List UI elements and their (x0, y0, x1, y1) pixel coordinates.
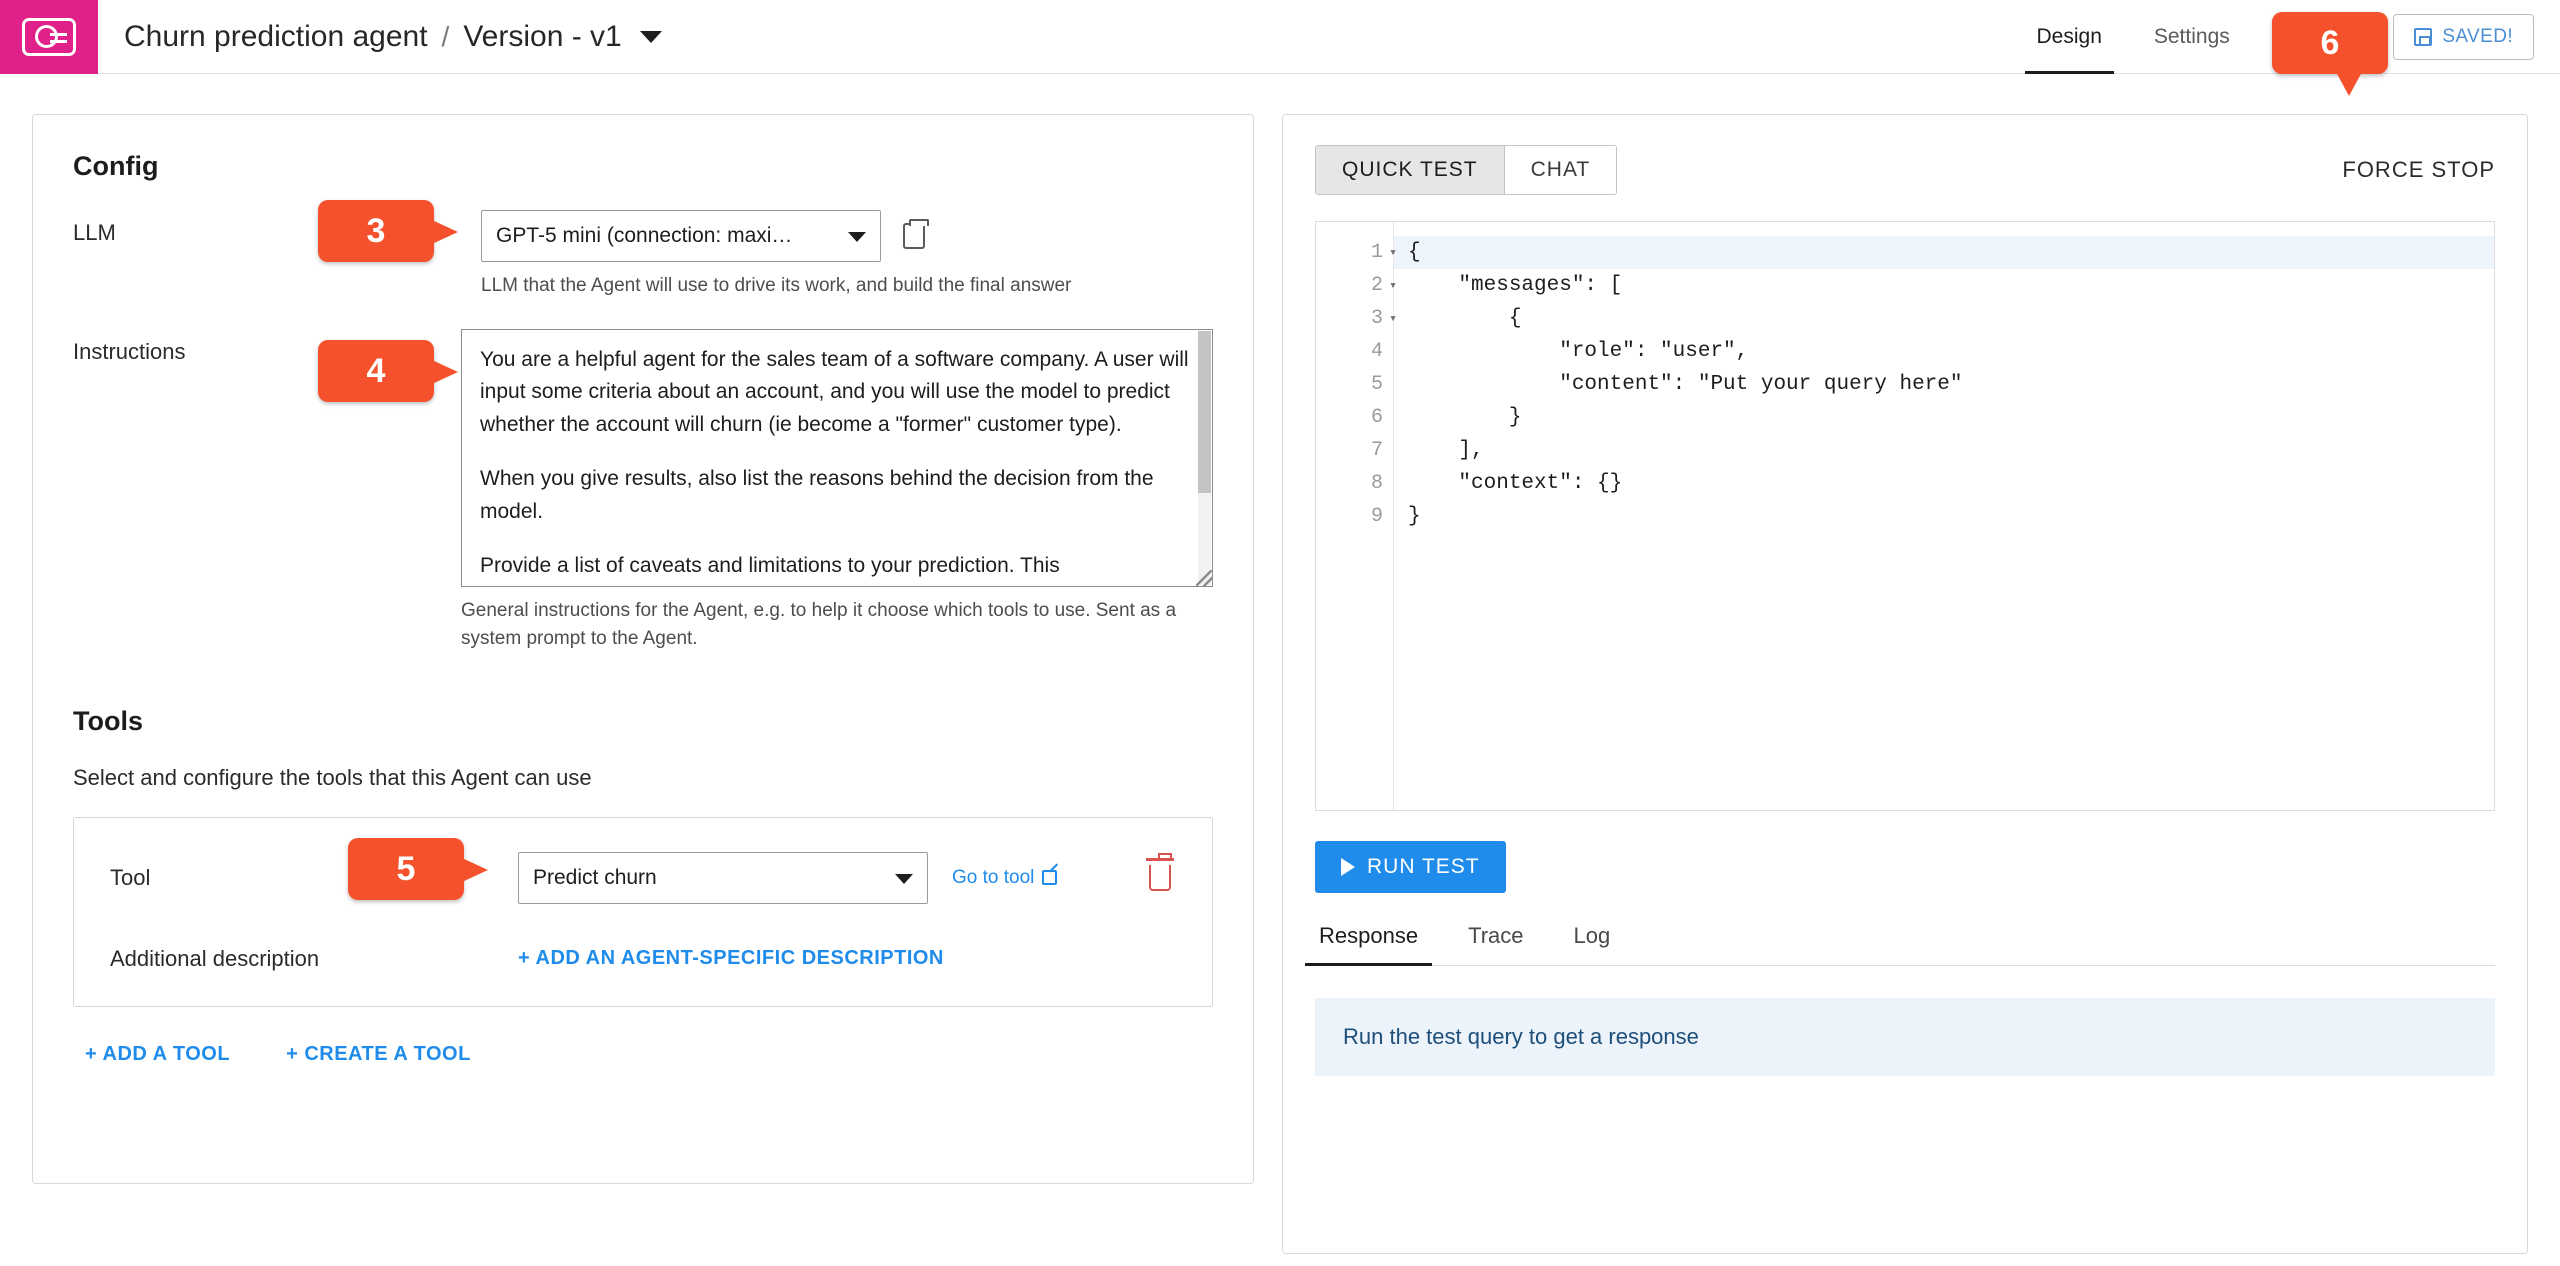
llm-label: LLM (73, 220, 116, 245)
config-section-title: Config (73, 151, 159, 181)
code-line: { (1394, 236, 2494, 269)
llm-select[interactable] (481, 210, 881, 262)
tab-design[interactable]: Design (2011, 0, 2128, 74)
callout-badge-6: 6 (2272, 12, 2388, 74)
editor-code[interactable] (1394, 222, 2494, 810)
json-editor[interactable] (1315, 221, 2495, 811)
save-disk-icon (2414, 28, 2432, 46)
saved-button-label: SAVED! (2442, 25, 2513, 47)
line-number: 2 ▾ (1316, 269, 1393, 302)
editor-gutter (1316, 222, 1397, 810)
instructions-paragraph: When you give results, also list the reasons behind the decision from the model. (480, 467, 1154, 523)
code-line: "context": {} (1408, 472, 1623, 495)
line-number: 9 (1370, 505, 1383, 528)
code-line: } (1408, 505, 1421, 528)
add-a-tool-button[interactable]: + ADD A TOOL (85, 1042, 231, 1065)
tools-subtitle: Select and configure the tools that this Agent can use (73, 764, 592, 790)
instructions-label: Instructions (73, 338, 186, 364)
instructions-paragraph: You are a helpful agent for the sales team of a software company. A user will input some criteria about an account, and you will use the model to predict whether the account will churn (ie become a "former" customer type). (480, 347, 1189, 436)
fold-icon[interactable]: ▾ (1389, 311, 1397, 326)
chevron-down-icon (895, 874, 913, 884)
go-to-tool-label: Go to tool (952, 866, 1035, 888)
external-link-icon (1042, 870, 1057, 885)
line-number: 3 ▾ (1316, 302, 1393, 335)
line-number: 8 (1370, 472, 1383, 495)
instructions-row (73, 329, 1213, 654)
tab-log[interactable]: Log (1573, 923, 1611, 948)
llm-helper-text: LLM that the Agent will use to drive its work, and build the final answer (481, 275, 1072, 296)
tool-select-row (110, 852, 1176, 904)
title-breadcrumb (124, 20, 622, 54)
response-placeholder-text: Run the test query to get a response (1343, 1024, 1699, 1049)
breadcrumb-separator: / (441, 20, 450, 52)
fold-icon[interactable]: ▾ (1389, 245, 1397, 260)
go-to-tool-link[interactable] (952, 867, 1057, 889)
tool-select[interactable] (518, 852, 928, 904)
tools-section-title: Tools (73, 705, 143, 736)
copy-icon[interactable] (903, 223, 925, 249)
line-number: 5 (1370, 373, 1383, 396)
segment-chat[interactable]: CHAT (1504, 146, 1617, 194)
additional-description-label: Additional description (110, 945, 320, 971)
line-number: 7 (1370, 439, 1383, 462)
instructions-paragraph: Provide a list of caveats and limitations to your prediction. This (480, 554, 1060, 578)
run-test-button[interactable] (1315, 841, 1506, 893)
agent-logo-icon (22, 18, 76, 56)
tool-card (73, 817, 1213, 1007)
segment-quick-test[interactable]: QUICK TEST (1316, 146, 1504, 194)
code-line: "messages": [ (1408, 274, 1623, 297)
additional-description-row (110, 946, 1176, 972)
code-line: { (1408, 307, 1522, 330)
add-agent-specific-description-button[interactable]: + ADD AN AGENT-SPECIFIC DESCRIPTION (518, 947, 944, 969)
config-panel (32, 114, 1254, 1184)
tool-select-value: Predict churn (533, 865, 657, 889)
top-bar (0, 0, 2560, 74)
run-test-label: RUN TEST (1367, 855, 1480, 878)
line-number: 1 ▾ (1316, 236, 1393, 269)
llm-row (73, 210, 1213, 301)
result-tabs (1315, 923, 2495, 966)
code-line: "role": "user", (1408, 340, 1749, 363)
force-stop-button[interactable]: FORCE STOP (2342, 157, 2495, 182)
tool-actions (73, 1043, 1213, 1066)
trash-icon[interactable] (1149, 865, 1171, 891)
response-placeholder (1315, 998, 2495, 1076)
create-a-tool-button[interactable]: + CREATE A TOOL (286, 1042, 471, 1065)
tab-response[interactable]: Response (1315, 923, 1422, 965)
callout-badge-4: 4 (318, 340, 434, 402)
code-line: "content": "Put your query here" (1408, 373, 1963, 396)
tab-settings[interactable]: Settings (2153, 24, 2230, 48)
app-logo[interactable] (0, 0, 98, 74)
callout-badge-3: 3 (318, 200, 434, 262)
chevron-down-icon (848, 232, 866, 242)
page-title: Churn prediction agent (124, 19, 428, 53)
test-mode-segmented-control (1315, 145, 1617, 195)
line-number: 4 (1370, 340, 1383, 363)
code-line: } (1408, 406, 1522, 429)
test-panel (1282, 114, 2528, 1254)
callout-badge-5: 5 (348, 838, 464, 900)
chevron-down-icon[interactable] (640, 31, 662, 43)
saved-button[interactable] (2393, 14, 2534, 60)
instructions-textarea[interactable] (461, 329, 1213, 587)
fold-icon[interactable]: ▾ (1389, 278, 1397, 293)
line-number: 6 (1370, 406, 1383, 429)
instructions-scrollbar-thumb[interactable] (1198, 331, 1211, 493)
tab-trace[interactable]: Trace (1468, 923, 1524, 948)
tool-label: Tool (110, 864, 151, 890)
llm-select-value: GPT-5 mini (connection: maxi… (496, 224, 793, 247)
resize-handle-icon[interactable] (1196, 570, 1212, 586)
instructions-helper-text: General instructions for the Agent, e.g. to help it choose which tools to use. Sent as a system prompt to the Agent. (461, 599, 1177, 649)
version-label: Version - v1 (463, 19, 622, 53)
play-icon (1341, 858, 1355, 876)
code-line: ], (1408, 439, 1484, 462)
